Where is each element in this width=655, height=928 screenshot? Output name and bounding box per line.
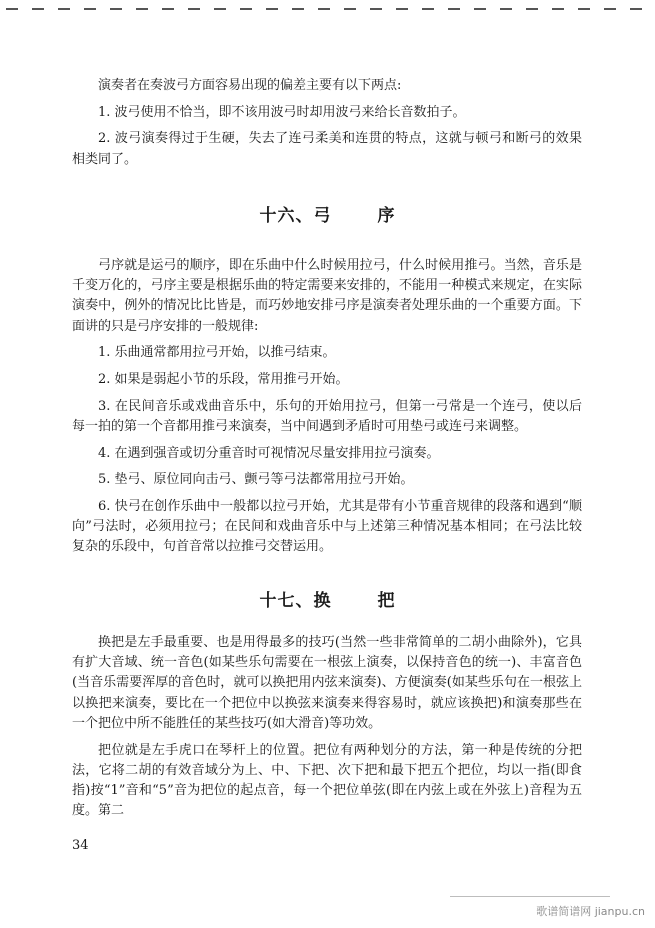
page-number: 34 — [72, 838, 89, 853]
section-title-left: 十七、换 — [259, 591, 332, 611]
section-16-title — [0, 201, 655, 226]
section-17-title — [0, 586, 655, 611]
paragraph: 演奏者在奏波弓方面容易出现的偏差主要有以下两点: — [98, 78, 402, 93]
paragraph: 5. 垫弓、原位同向击弓、颤弓等弓法都常用拉弓开始。 — [98, 472, 414, 488]
watermark: 歌谱简谱网 jianpu.cn — [536, 905, 645, 918]
paragraph: 1. 乐曲通常都用拉弓开始，以推弓结束。 — [98, 345, 336, 361]
paragraph: 弓序就是运弓的顺序，即在乐曲中什么时候用拉弓，什么时候用推弓。当然，音乐是千变万化的，弓序主要是根据乐曲的特定需要来安排的，不能用一种模式来规定，在实际演奏中，例外的情况比比皆是，而巧妙地安排弓序是演奏者处理乐曲的一个重要方面。下面讲的只是弓序安排的一般规律: — [72, 258, 582, 334]
paragraph: 2. 如果是弱起小节的乐段，常用推弓开始。 — [98, 372, 349, 388]
section-title-right: 序 — [377, 206, 396, 226]
paragraph: 6. 快弓在创作乐曲中一般都以拉弓开始，尤其是带有小节重音规律的段落和遇到“顺向”弓法时，必须用拉弓；在民间和戏曲音乐中与上述第三种情况基本相同；在弓法比较复杂的乐段中，句首音常以拉推弓交替运用。 — [72, 499, 582, 555]
text-block-section-17 — [72, 633, 582, 828]
paragraph: 1. 波弓使用不恰当，即不该用波弓时却用波弓来给长音数拍子。 — [98, 104, 466, 120]
paragraph: 换把是左手最重要、也是用得最多的技巧(当然一些非常简单的二胡小曲除外)，它具有扩大音域、统一音色(如某些乐句需要在一根弦上演奏，以保持音色的统一)、丰富音色(当音乐需要浑厚的音色时，就可以换把用内弦来演奏)、方便演奏(如某些乐句在一根弦上以换把来演奏，要比在一个把位中以换弦来演奏来得容易时，就应该换把)和演奏那些在一个把位中所不能胜任的某些技巧(如大滑音)等功效。 — [72, 635, 582, 731]
paragraph: 把位就是左手虎口在琴杆上的位置。把位有两种划分的方法，第一种是传统的分把法，它将二胡的有效音域分为上、中、下把、次下把和最下把五个把位，均以一指(即食指)按“1”音和“5”音为把位的起点音，每一个把位单弦(即在内弦上或在外弦上)音程为五度。第二 — [72, 742, 582, 819]
section-title-left: 十六、弓 — [259, 206, 332, 226]
section-title-right: 把 — [377, 591, 396, 611]
paragraph: 4. 在遇到强音或切分重音时可视情况尽量安排用拉弓演奏。 — [98, 445, 440, 461]
bottom-rule — [450, 896, 610, 897]
text-block-section-16 — [72, 256, 582, 564]
top-dashed-rule — [6, 8, 646, 10]
paragraph: 2. 波弓演奏得过于生硬，失去了连弓柔美和连贯的特点，这就与顿弓和断弓的效果相类同了。 — [72, 131, 582, 167]
paragraph: 3. 在民间音乐或戏曲音乐中，乐句的开始用拉弓，但第一弓常是一个连弓，使以后每一拍的第一个音都用推弓来演奏，当中间遇到矛盾时可用垫弓或连弓来调整。 — [72, 398, 582, 434]
text-block-top — [72, 76, 582, 176]
